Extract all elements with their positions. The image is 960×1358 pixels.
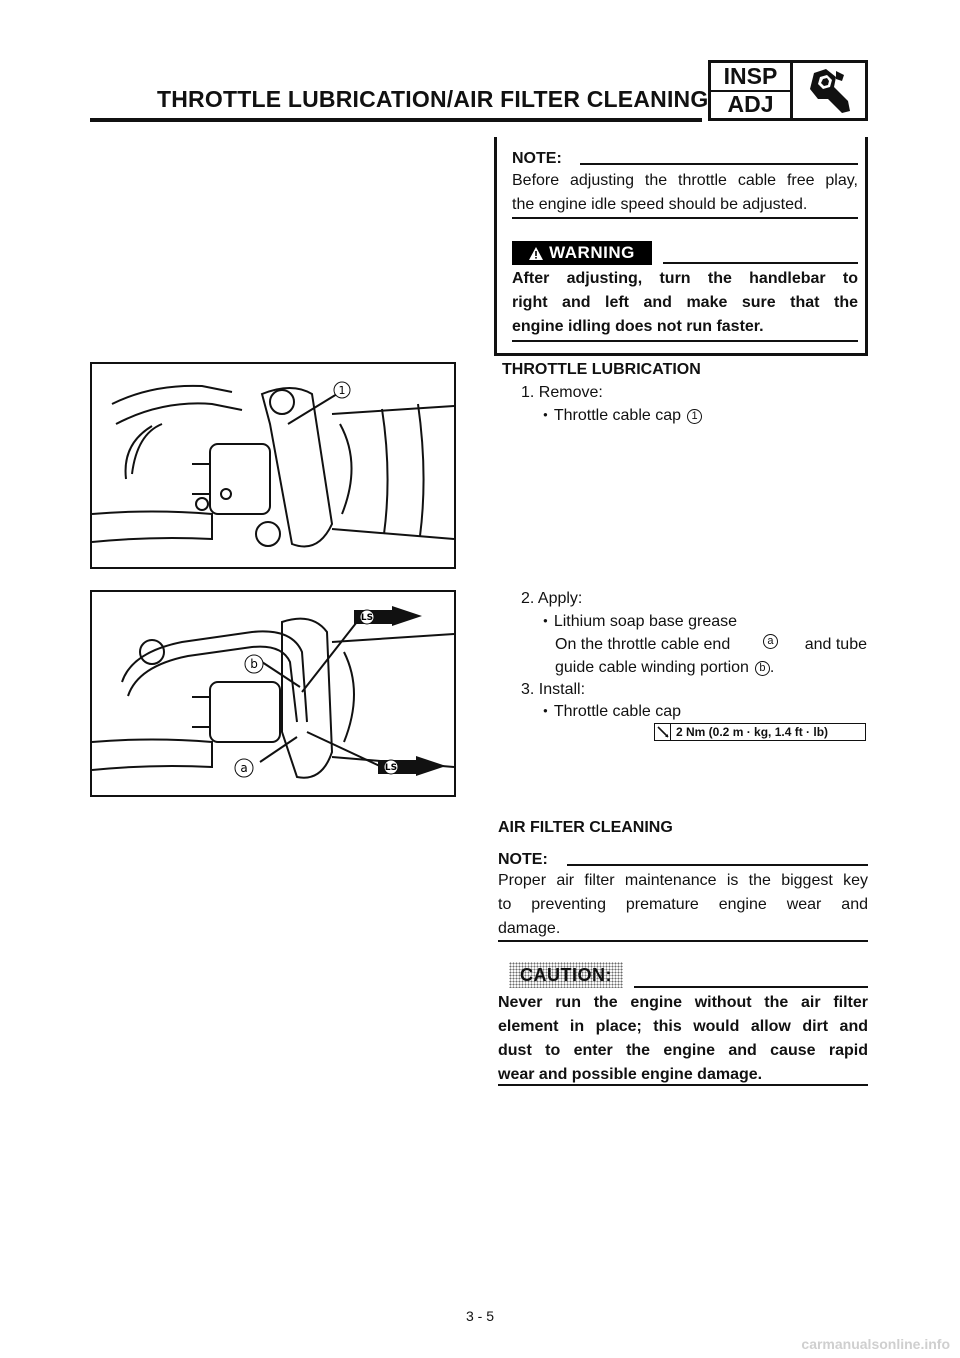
warning-rule bbox=[663, 262, 858, 264]
caution-line-2: element in place; this would allow dirt and bbox=[498, 1018, 868, 1035]
warning-end-rule bbox=[512, 340, 858, 342]
warning-line-3: engine idling does not run faster. bbox=[512, 318, 764, 335]
caution-line-1: Never run the engine without the air filter bbox=[498, 994, 868, 1011]
ref-1: 1 bbox=[687, 409, 702, 424]
step-2-detail-2-text: guide cable winding portion bbox=[555, 659, 749, 676]
title-rule bbox=[90, 118, 702, 122]
step-2-detail-2 bbox=[555, 657, 774, 679]
fig2-callout-b: b bbox=[250, 657, 258, 671]
lube-mark-bottom: LS bbox=[384, 763, 398, 773]
caution-rule bbox=[634, 986, 868, 988]
step-2-label: 2. Apply: bbox=[521, 590, 583, 607]
grease-application-illustration bbox=[92, 592, 454, 795]
step-2-period: . bbox=[769, 659, 775, 676]
air-filter-note-line-1: Proper air filter maintenance is the biggest key bbox=[498, 872, 868, 889]
caution-label: CAUTION: bbox=[520, 964, 612, 985]
step-2-detail-1 bbox=[555, 634, 867, 656]
step-3-item-text: Throttle cable cap bbox=[553, 703, 682, 720]
step-2-detail-1b: and tube bbox=[804, 636, 867, 653]
caution-end-rule bbox=[498, 1084, 868, 1086]
ref-a: a bbox=[763, 634, 778, 649]
torque-spec bbox=[654, 723, 866, 741]
note-end-rule bbox=[512, 217, 858, 219]
watermark: carmanualsonline.info bbox=[801, 1336, 950, 1352]
page-number: 3 - 5 bbox=[465, 1308, 494, 1324]
note-rule bbox=[580, 163, 858, 165]
warning-chip bbox=[512, 241, 652, 265]
badge-text bbox=[711, 63, 793, 118]
air-filter-note-line-3: damage. bbox=[498, 920, 561, 937]
step-1-item bbox=[543, 405, 702, 429]
page-title: THROTTLE LUBRICATION/AIR FILTER CLEANING bbox=[157, 86, 709, 112]
torque-value: 2 Nm (0.2 m · kg, 1.4 ft · lb) bbox=[676, 725, 829, 739]
step-2-item bbox=[543, 611, 737, 635]
section-badge bbox=[708, 60, 868, 121]
note-line-1: Before adjusting the throttle cable free play, bbox=[512, 172, 858, 189]
air-filter-note-label: NOTE: bbox=[498, 851, 548, 868]
air-filter-note-end-rule bbox=[498, 940, 868, 942]
step-1-item-text: Throttle cable cap bbox=[553, 407, 682, 424]
warning-line-2: right and left and make sure that the bbox=[512, 294, 858, 311]
air-filter-heading: AIR FILTER CLEANING bbox=[498, 819, 673, 836]
throttle-cap-illustration bbox=[92, 364, 454, 567]
throttle-lubrication-heading: THROTTLE LUBRICATION bbox=[502, 361, 701, 378]
warning-label: WARNING bbox=[549, 243, 635, 262]
ref-b: b bbox=[755, 661, 770, 676]
step-3-label: 3. Install: bbox=[521, 681, 586, 698]
figure-grease-application bbox=[90, 590, 456, 797]
fig1-callout-1: 1 bbox=[338, 384, 346, 397]
step-2-detail-1a: On the throttle cable end bbox=[555, 636, 731, 653]
badge-adj: ADJ bbox=[727, 91, 774, 118]
wrench-icon bbox=[793, 63, 865, 118]
air-filter-note-rule bbox=[567, 864, 868, 866]
torque-wrench-icon bbox=[655, 724, 671, 740]
caution-line-3: dust to enter the engine and cause rapid bbox=[498, 1042, 868, 1059]
warning-line-1: After adjusting, turn the handlebar to bbox=[512, 270, 858, 287]
caution-chip bbox=[509, 962, 623, 988]
step-2-item-text: Lithium soap base grease bbox=[553, 613, 738, 630]
step-3-item bbox=[543, 701, 681, 725]
warning-triangle-icon bbox=[529, 247, 543, 260]
caution-line-4: wear and possible engine damage. bbox=[498, 1066, 763, 1083]
fig2-callout-a: a bbox=[240, 761, 248, 775]
note-line-2: the engine idle speed should be adjusted. bbox=[512, 196, 808, 213]
air-filter-note-line-2: to preventing premature engine wear and bbox=[498, 896, 868, 913]
figure-throttle-cap bbox=[90, 362, 456, 569]
lube-mark-top: LS bbox=[360, 613, 374, 623]
step-1-label: 1. Remove: bbox=[521, 384, 603, 401]
note-label: NOTE: bbox=[512, 150, 562, 167]
badge-insp: INSP bbox=[711, 63, 790, 92]
